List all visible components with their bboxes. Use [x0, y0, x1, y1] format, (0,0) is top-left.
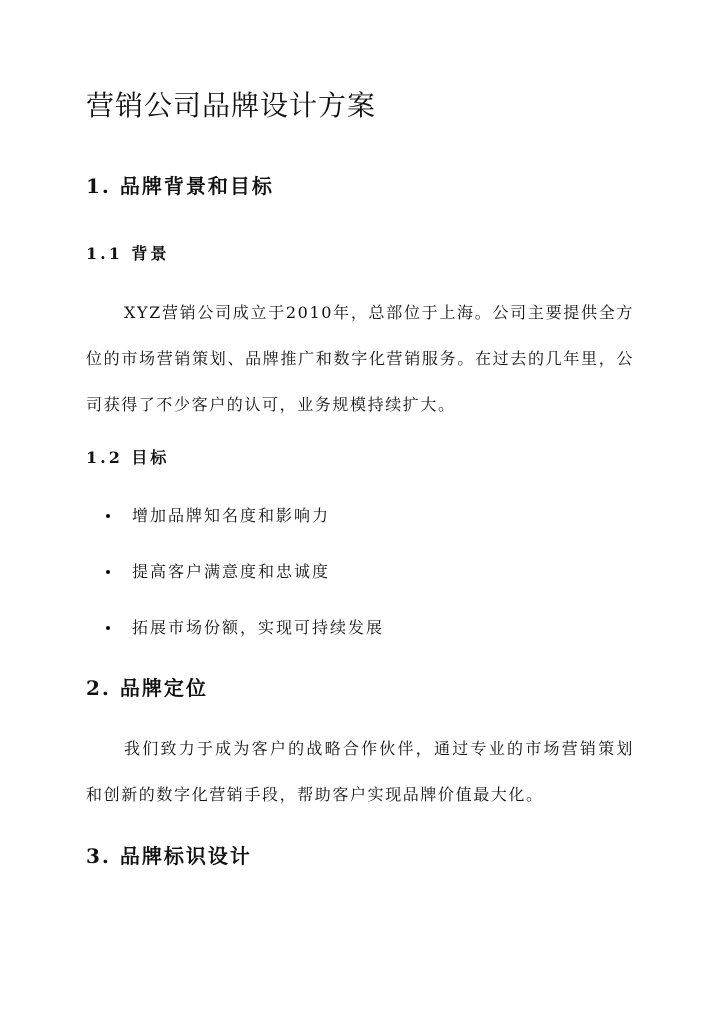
section-heading-identity-design: 3. 品牌标识设计 — [86, 844, 252, 868]
subsection-heading-goals: 1.2 目标 — [86, 448, 170, 467]
subsection-heading-background: 1.1 背景 — [86, 244, 170, 263]
background-paragraph: XYZ营销公司成立于2010年，总部位于上海。公司主要提供全方位的市场营销策划、品牌推广和数字化营销服务。在过去的几年里，公司获得了不少客户的认可，业务规模持续扩大。 — [86, 303, 634, 414]
positioning-paragraph: 我们致力于成为客户的战略合作伙伴，通过专业的市场营销策划和创新的数字化营销手段，帮助客户实现品牌价值最大化。 — [86, 739, 634, 804]
goal-text: 拓展市场份额，实现可持续发展 — [132, 618, 385, 637]
list-item — [86, 616, 384, 672]
section-heading-positioning: 2. 品牌定位 — [86, 676, 208, 700]
goals-list — [86, 504, 384, 672]
list-item — [86, 504, 384, 560]
document-title: 营销公司品牌设计方案 — [86, 89, 377, 122]
list-item — [86, 560, 384, 616]
bullet-icon — [106, 570, 110, 574]
goal-text: 增加品牌知名度和影响力 — [132, 506, 331, 525]
bullet-icon — [106, 514, 110, 518]
goal-text: 提高客户满意度和忠诚度 — [132, 562, 331, 581]
bullet-icon — [106, 626, 110, 630]
section-heading-background-goals: 1. 品牌背景和目标 — [86, 174, 274, 198]
